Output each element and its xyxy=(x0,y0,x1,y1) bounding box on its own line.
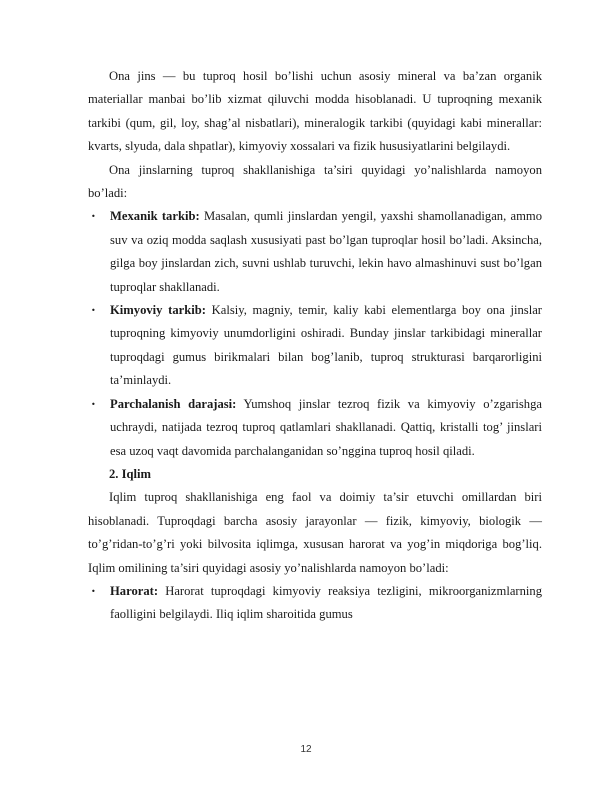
list-item-term: Kimyoviy tarkib: xyxy=(110,303,206,318)
list-item-text: Yumshoq jinslar tezroq fizik va kimyoviy o’zgarishga uchraydi, natijada tezroq tuproq qatlamlari shakllanadi. Qattiq, kristalli tog’ jinslari esa uzoq vaqt davomida parchalanganidan so’nggina tuproq hosil qiladi. xyxy=(110,396,542,458)
bullet-icon: • xyxy=(91,586,96,596)
list-item xyxy=(88,393,542,463)
section-heading-iqlim: 2. Iqlim xyxy=(109,466,151,481)
page-number: 12 xyxy=(300,744,312,755)
paragraph-ona-jins: Ona jins — bu tuproq hosil bo’lishi uchun asosiy mineral va ba’zan organik materiallar manbai bo’lib xizmat qiluvchi modda hisoblanadi. U tuproqning mexanik tarkibi (qum, gil, loy, shag’al nisbatlari), mineralogik tarkibi (quyidagi kabi minerallar: kvarts, slyuda, dala shpatlar), kimyoviy xossalari va fizik hususiyatlarini belgilaydi. xyxy=(88,69,542,154)
list-item xyxy=(88,205,542,299)
list-item-term: Harorat: xyxy=(110,583,159,598)
paragraph-ona-jins-influence: Ona jinslarning tuproq shakllanishiga ta’siri quyidagi yo’nalishlarda namoyon bo’ladi: xyxy=(88,162,542,201)
bullet-icon: • xyxy=(91,399,96,409)
list-item-term: Parchalanish darajasi: xyxy=(110,396,237,411)
bullet-list-ona-jins xyxy=(88,205,542,462)
list-item xyxy=(88,580,542,627)
list-item-text: Kalsiy, magniy, temir, kaliy kabi elementlarga boy ona jinslar tuproqning kimyoviy unumdorligini oshiradi. Bunday jinslar tarkibidagi minerallar tuproqdagi gumus birikmalari bilan bog’lanib, tuproq strukturasi barqarorligini ta’minlaydi. xyxy=(110,303,542,388)
page-content xyxy=(88,65,542,627)
bullet-list-iqlim xyxy=(88,580,542,627)
list-item-term: Mexanik tarkib: xyxy=(110,209,200,224)
list-item-text: Harorat tuproqdagi kimyoviy reaksiya tezligini, mikroorganizmlarning faolligini belgilaydi. Iliq iqlim sharoitida gumus xyxy=(110,583,542,622)
bullet-icon: • xyxy=(91,306,96,316)
paragraph-iqlim: Iqlim tuproq shakllanishiga eng faol va doimiy ta’sir etuvchi omillardan biri hisoblanadi. Tuproqdagi barcha asosiy jarayonlar — fizik, kimyoviy, biologik — to’g’ridan-to’g’ri yoki bilvosita iqlimga, xususan harorat va yog’in miqdoriga bog’liq. Iqlim omilining ta’siri quyidagi asosiy yo’nalishlarda namoyon bo’ladi: xyxy=(88,490,542,575)
list-item-text: Masalan, qumli jinslardan yengil, yaxshi shamollanadigan, ammo suv va oziq modda saqlash xususiyati past bo’lgan tuproqlar hosil bo’ladi. Aksincha, gilga boy jinslardan zich, suvni ushlab turuvchi, lekin havo almashinuvi sust bo’lgan tuproqlar shakllanadi. xyxy=(110,209,542,294)
list-item xyxy=(88,299,542,393)
bullet-icon: • xyxy=(91,212,96,222)
